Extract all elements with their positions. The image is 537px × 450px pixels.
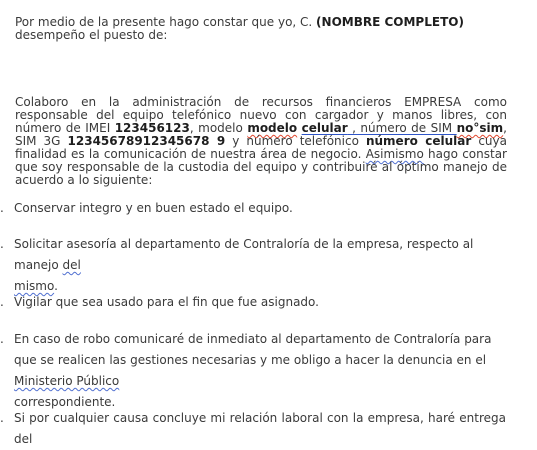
- resp-text-8: hago constar que soy responsable de la custodia del equipo y contribuiré al óptimo manejo de acuerdo a lo siguiente:: [15, 147, 507, 187]
- list-item-text: [0, 329, 506, 413]
- list-item-2: [0, 234, 520, 297]
- list-item-text: Si por cualquier causa concluye mi relación laboral con la empresa, haré entrega del: [14, 411, 506, 446]
- sim-3g-value: 12345678912345678 9: [67, 134, 226, 148]
- list-item-text: Conservar integro y en buen estado el equipo.: [14, 201, 293, 215]
- full-name-placeholder: (NOMBRE COMPLETO): [316, 15, 464, 29]
- resp-text-7: cuya finalidad es la comunicación de nuestra área de negocio.: [15, 134, 507, 161]
- intro-text-2: desempeño el puesto de:: [15, 28, 168, 42]
- asimismo-word: Asimismo: [365, 147, 424, 161]
- responsibility-paragraph: [15, 96, 507, 187]
- phone-number-placeholder: número celular: [365, 134, 472, 148]
- model-placeholder: modelo: [247, 121, 298, 135]
- list-item-text: Vigilar que sea usado para el fin que fue asignado.: [14, 295, 319, 309]
- item2-text-1: Solicitar asesoría al departamento de Contraloría de la empresa, respecto al manejo: [14, 237, 474, 272]
- item4-text-2: correspondiente.: [14, 395, 116, 409]
- list-bullet: .: [0, 411, 4, 425]
- resp-text-5: , SIM 3G: [15, 121, 507, 148]
- item2-word-mismo: mismo: [14, 279, 55, 293]
- intro-text-1: Por medio de la presente hago constar que yo, C.: [15, 15, 317, 29]
- cellular-placeholder: celular: [301, 121, 348, 135]
- item2-word-del: del: [62, 258, 81, 272]
- resp-text-4: , número de SIM: [347, 121, 457, 135]
- ministerio-publico-text: Ministerio Público: [14, 374, 120, 388]
- list-item-1: [0, 198, 520, 219]
- list-item-text: [0, 234, 520, 297]
- imei-value: 123456123: [114, 121, 190, 135]
- resp-text-6: y número telefónico: [225, 134, 366, 148]
- resp-text-1: Colaboro en la administración de recursos financieros EMPRESA como responsable del equipo telefónico nuevo con cargador y manos libres, con número de IMEI: [15, 95, 507, 135]
- list-bullet: .: [0, 295, 4, 309]
- resp-text-2: , modelo: [189, 121, 248, 135]
- list-item-3: [0, 292, 520, 313]
- intro-paragraph: [15, 16, 510, 42]
- list-item-5: [0, 408, 520, 450]
- sim-number-placeholder: no°sim: [456, 121, 504, 135]
- list-item-4: [0, 329, 520, 413]
- list-bullet: .: [0, 332, 4, 346]
- item4-text-1: En caso de robo comunicaré de inmediato al departamento de Contraloría para que se realicen las gestiones necesarias y me obligo a hacer la denuncia en el: [14, 332, 492, 367]
- item2-period: .: [54, 279, 58, 293]
- list-bullet: .: [0, 201, 4, 215]
- list-bullet: .: [0, 237, 4, 251]
